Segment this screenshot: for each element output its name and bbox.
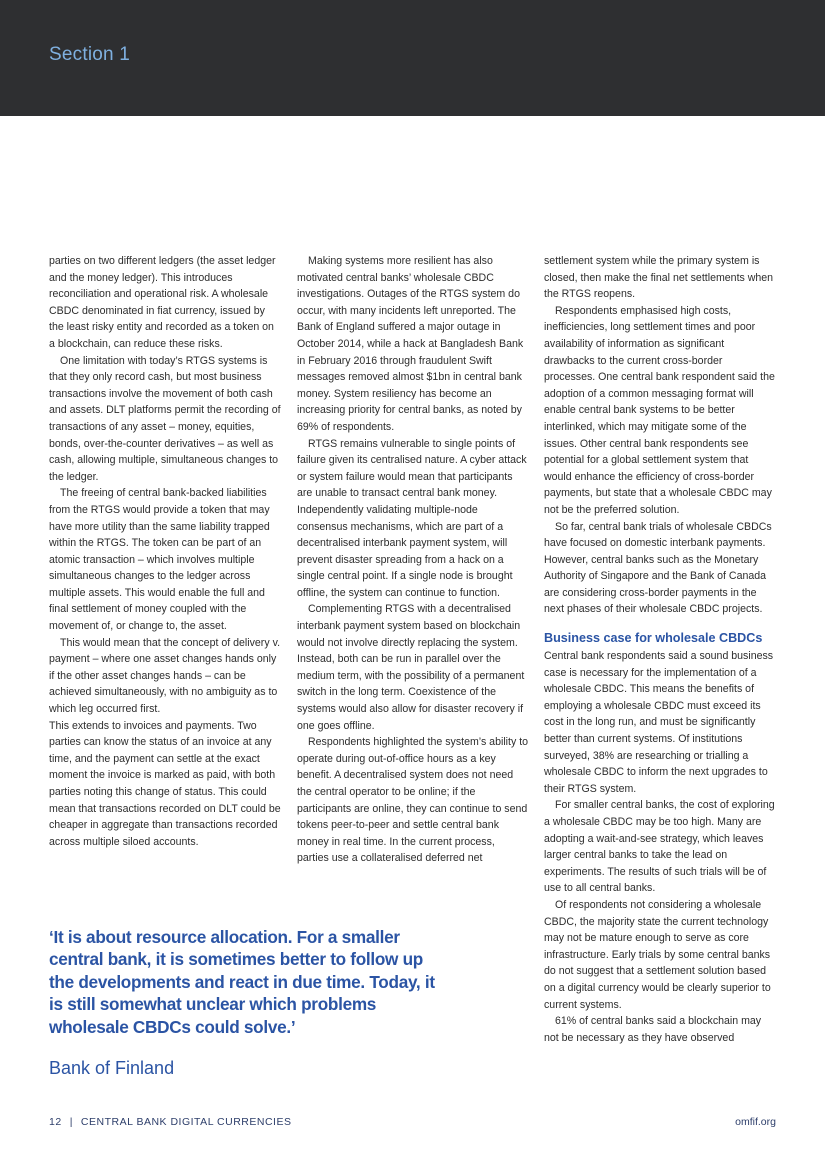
publication-title: CENTRAL BANK DIGITAL CURRENCIES [80,1116,292,1128]
body-column-3 [544,253,776,1046]
paragraph: Respondents emphasised high costs, inefficiencies, long settlement times and poor availability of information as significant drawbacks to the current cross-border processes. One central bank respondent said the adoption of a common messaging format will enable central bank systems to be better interlinked, which may mitigate some of the issues. Other central bank respondents see potential for a global settlement system that would enhance the efficiency of cross-border payments, but state that a wholesale CBDC may not be the preferred solution. [544,304,775,516]
paragraph: The freeing of central bank-backed liabilities from the RTGS would provide a token that may have more utility than the same liability trapped within the RTGS. The token can be part of an atomic transaction – which involves multiple simultaneous changes to the ledger across multiple assets. This would enable the full and final settlement of money coupled with the movement of, or change to, the asset. [49,487,270,633]
body-column-2 [297,253,529,867]
page-header-band [0,0,825,116]
paragraph: Respondents highlighted the system’s ability to operate during out-of-office hours as a key benefit. A decentralised system does not need the central operator to be online; if the participants are online, they can continue to send tokens peer-to-peer and settle central bank money in real time. In the current process, parties use a collateralised deferred net [297,736,529,865]
page-number: 12 [49,1116,62,1128]
paragraph: Of respondents not considering a wholesale CBDC, the majority state the current technology may not be mature enough to serve as core infrastructure. Early trials by some central banks do not suggest that a settlement solution based on a digital currency would be clearly superior to current systems. [544,898,771,1011]
paragraph: Central bank respondents said a sound business case is necessary for the implementation of a wholesale CBDC. This means the benefits of employing a wholesale CBDC must exceed its cost in the long run, and must be significantly better than current systems. Of institutions surveyed, 38% are researching or trialling a wholesale CBDC to inform the next upgrades to their RTGS system. [544,650,774,795]
paragraph: So far, central bank trials of wholesale CBDCs have focused on domestic interbank payments. However, central banks such as the Monetary Authority of Singapore and the Bank of Canada are considering cross-border payments in the next phases of their wholesale CBDC projects. [544,520,772,616]
footer-separator: | [69,1116,73,1128]
website-link[interactable]: omfif.org [735,1116,776,1128]
paragraph: parties on two different ledgers (the asset ledger and the money ledger). This introduces reconciliation and operational risk. A wholesale CBDC denominated in fiat currency, issued by the least risky entity and recorded as a token on a blockchain, can reduce these risks. [49,255,276,350]
paragraph: Complementing RTGS with a decentralised interbank payment system based on blockchain would not involve directly replacing the system. Instead, both can be run in parallel over the medium term, with the possibility of a permanent switch in the long term. Coexistence of the systems would also allow for disaster recovery if one goes offline. [297,603,525,732]
paragraph: Making systems more resilient has also motivated central banks’ wholesale CBDC investigations. Outages of the RTGS system do occur, with many incidents left unreported. The Bank of England suffered a major outage in October 2014, while a hack at Bangladesh Bank in February 2016 through fraudulent Swift messages removed almost $1bn in central bank money. System resiliency has become an increasing priority for central banks, as noted by 69% of respondents. [297,255,524,433]
paragraph: RTGS remains vulnerable to single points of failure given its centralised nature. A cyber attack or system failure would mean that participants are unable to transact central bank money. Independently validating multiple-node consensus mechanisms, which are part of a decentralised interbank payment system, will prevent disaster spreading from a hack on a single central point. If a single node is brought offline, the system can continue to function. [297,437,527,599]
paragraph: For smaller central banks, the cost of exploring a wholesale CBDC may be too high. Many are adopting a wait-and-see strategy, which leaves larger central banks to take the lead on experiments. The results of such trials will be of use to all central banks. [544,799,775,895]
paragraph: settlement system while the primary system is closed, then make the final net settlements when the RTGS reopens. [544,255,774,301]
pull-quote-source: Bank of Finland [49,1058,175,1078]
body-column-1 [49,253,281,850]
paragraph: This would mean that the concept of delivery v. payment – where one asset changes hands only if the other asset changes hands – can be achieved simultaneously, with no ambiguity as to which leg occurred first. [49,636,281,716]
footer-left [49,1116,291,1128]
section-label: Section 1 [49,44,131,65]
paragraph: This extends to invoices and payments. Two parties can know the status of an invoice at any time, and the payment can settle at the exact moment the invoice is marked as paid, with both parties noting this change of status. This could mean that transactions recorded on DLT could be cheaper in aggregate than transactions recorded across multiple siloed accounts. [49,719,281,848]
paragraph: 61% of central banks said a blockchain may not be necessary as they have observed [544,1015,762,1044]
section-heading: Business case for wholesale CBDCs [544,631,763,646]
paragraph: One limitation with today’s RTGS systems is that they only record cash, but most business transactions involve the movement of both cash and assets. DLT platforms permit the recording of transactions of any asset – money, equities, bonds, over-the-counter derivatives – as well as cash, allowing multiple, simultaneous changes to the ledger. [49,354,281,483]
pull-quote: ‘It is about resource allocation. For a smaller central bank, it is sometimes better to follow up the developments and react in due time. Today, it is still somewhat unclear which problems wholesale CBDCs could solve.’ [49,927,435,1037]
